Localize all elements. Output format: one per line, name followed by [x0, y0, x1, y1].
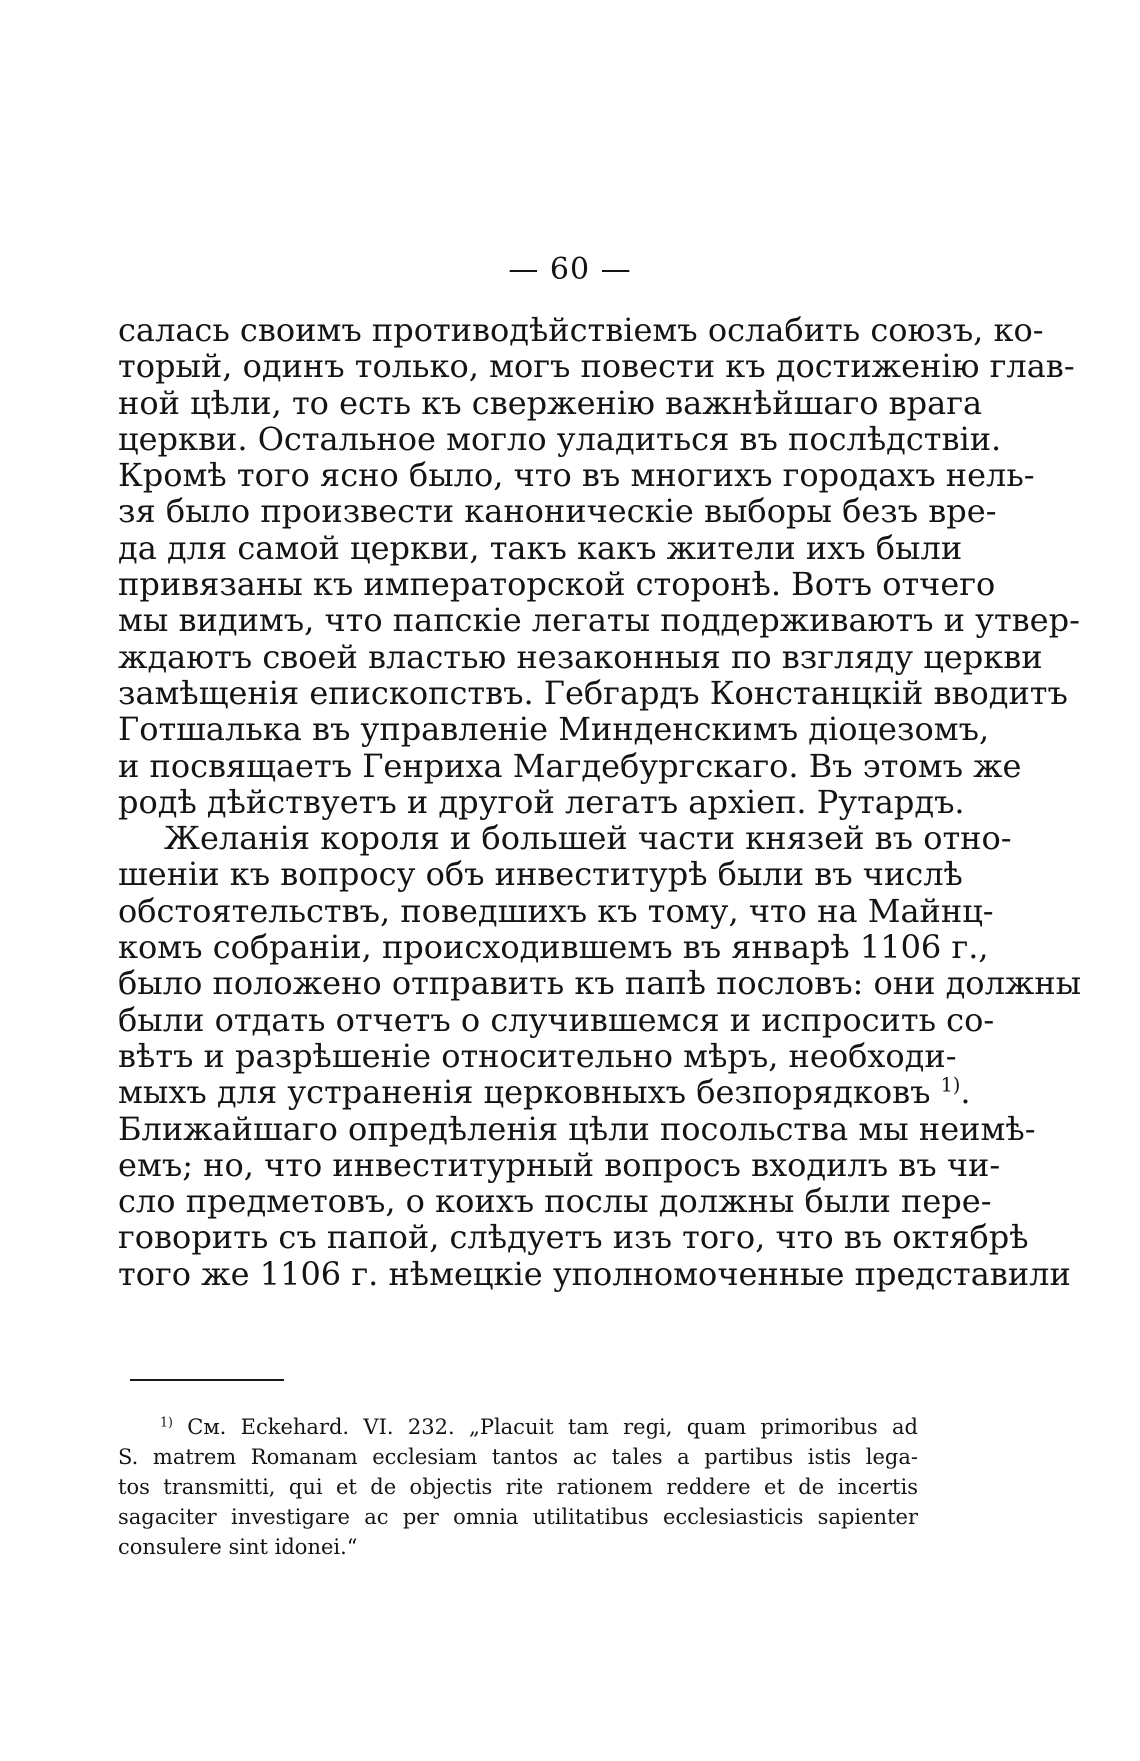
- text-line: торый, одинъ только, могъ повести къ достиженію глав-: [118, 347, 1075, 386]
- text-line: были отдать отчетъ о случившемся и испросить со-: [118, 1000, 995, 1039]
- text-line: ной цѣли, то есть къ сверженію важнѣйшаго врага: [118, 383, 983, 422]
- text-line: церкви. Остальное могло уладиться въ послѣдствіи.: [118, 419, 1002, 458]
- text-line: говорить съ папой, слѣдуетъ изъ того, что въ октябрѣ: [118, 1218, 1029, 1257]
- text-line: вѣтъ и разрѣшеніе относительно мѣръ, необходи-: [118, 1036, 957, 1075]
- text-line: шеніи къ вопросу объ инвеститурѣ были въ числѣ: [118, 855, 963, 894]
- text-line: комъ собраніи, происходившемъ въ январѣ 1106 г.,: [118, 928, 989, 967]
- text-line: да для самой церкви, такъ какъ жители ихъ были: [118, 528, 963, 567]
- text-line-content: мыхъ для устраненія церковныхъ безпорядковъ: [118, 1073, 931, 1112]
- paragraph-start-line: Желанія короля и большей части князей въ отно-: [164, 819, 1012, 858]
- footnote-line: consulere sint idonei.“: [118, 1535, 358, 1559]
- text-line: емъ; но, что инвеститурный вопросъ входилъ въ чи-: [118, 1145, 1001, 1184]
- footnote-line: sagaciter investigare ac per omnia utilitatibus ecclesiasticis sapienter: [118, 1505, 918, 1529]
- page-number: — 60 —: [508, 252, 632, 287]
- footnote-reference: 1): [940, 1073, 961, 1097]
- text-line: привязаны къ императорской сторонѣ. Вотъ отчего: [118, 565, 996, 604]
- text-line: замѣщенія епископствъ. Гебгардъ Констанцкій вводитъ: [118, 673, 1068, 712]
- footnote-line: tos transmitti, qui et de objectis rite rationem reddere et de incertis: [118, 1475, 918, 1499]
- text-line: зя было произвести каноническіе выборы безъ вре-: [118, 492, 997, 531]
- text-line: сло предметовъ, о коихъ послы должны были пере-: [118, 1182, 992, 1221]
- footnote-marker: 1): [160, 1414, 173, 1430]
- text-line: обстоятельствъ, поведшихъ къ тому, что на Майнц-: [118, 891, 994, 930]
- footnote-line: S. matrem Romanam ecclesiam tantos ac tales a partibus istis lega-: [118, 1445, 918, 1469]
- text-line: того же 1106 г. нѣмецкіе уполномоченные представили: [118, 1254, 1071, 1293]
- footnote-line: [118, 1412, 918, 1442]
- text-line: ждаютъ своей властью незаконныя по взгляду церкви: [118, 637, 1043, 676]
- text-line: Готшалька въ управленіе Минденскимъ діоцезомъ,: [118, 710, 990, 749]
- text-line: мы видимъ, что папскіе легаты поддерживаютъ и утвер-: [118, 601, 1080, 640]
- footnote-separator: [130, 1379, 284, 1381]
- footnote: [118, 1412, 918, 1562]
- text-line: салась своимъ противодѣйствіемъ ослабить союзъ, ко-: [118, 311, 1044, 349]
- text-line: и посвящаетъ Генриха Магдебургскаго. Въ этомъ же: [118, 746, 1022, 785]
- main-text: [118, 311, 1082, 1293]
- text-line: Ближайшаго опредѣленія цѣли посольства мы неимѣ-: [118, 1109, 1036, 1148]
- text-line: было положено отправить къ папѣ пословъ: они должны: [118, 964, 1082, 1003]
- text-line-with-footnote-ref: [118, 1073, 971, 1112]
- footnote-reference-tail: .: [960, 1073, 971, 1112]
- text-line: родѣ дѣйствуетъ и другой легатъ архіеп. Рутардъ.: [118, 782, 965, 821]
- text-line: Кромѣ того ясно было, что въ многихъ городахъ нель-: [118, 456, 1035, 495]
- footnote-line-content: См. Eckehard. VI. 232. „Placuit tam regi, quam primoribus ad: [187, 1415, 918, 1439]
